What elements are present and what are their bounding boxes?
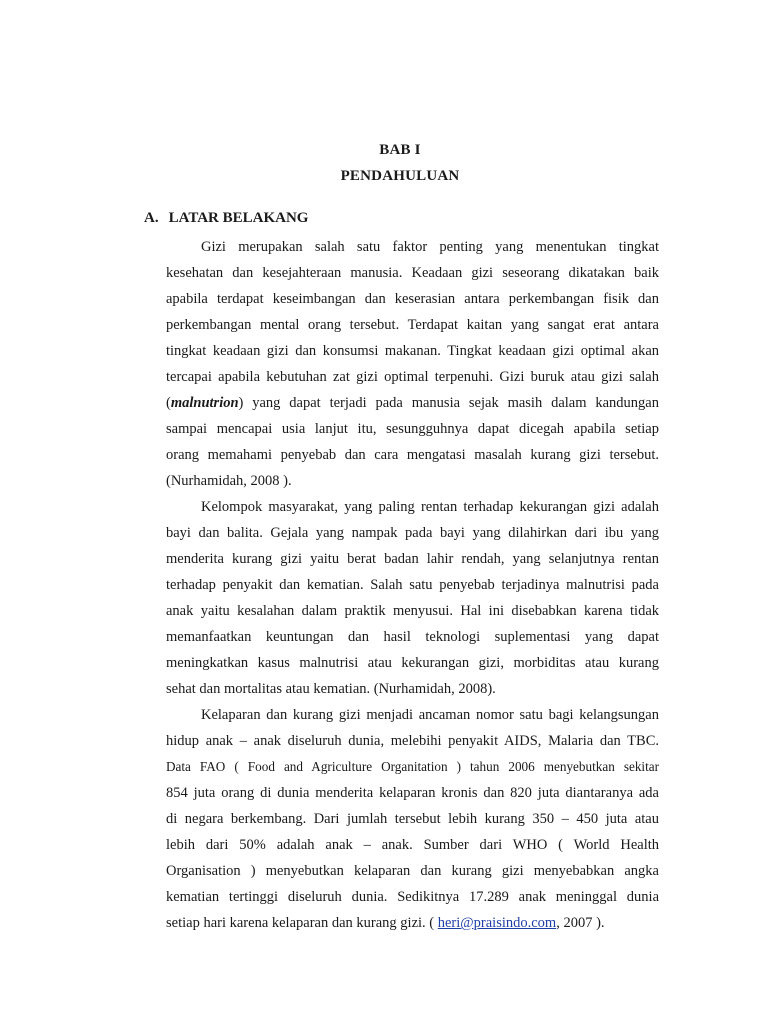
- malnutrion-term: malnutrion: [170, 395, 239, 411]
- paragraph-1-line: tingkat keadaan gizi dan konsumsi makanan. Tingkat keadaan gizi optimal akan: [166, 343, 659, 359]
- paragraph-2-line: meningkatkan kasus malnutrisi atau kekurangan gizi, morbiditas atau kurang: [166, 655, 659, 671]
- section-heading: [144, 210, 308, 227]
- email-link[interactable]: heri@praisindo.com: [437, 915, 557, 931]
- paragraph-1-line: orang memahami penyebab dan cara mengatasi masalah kurang gizi tersebut.: [166, 447, 659, 463]
- section-letter: A.: [144, 210, 159, 226]
- paragraph-1-line: tercapai apabila kebutuhan zat gizi optimal terpenuhi. Gizi buruk atau gizi salah: [166, 369, 659, 385]
- citation-end: , 2007 ).: [556, 915, 605, 931]
- paragraph-2-line: bayi dan balita. Gejala yang nampak pada bayi yang dilahirkan dari ibu yang: [166, 525, 659, 541]
- paragraph-1-line: apabila terdapat keseimbangan dan keserasian antara perkembangan fisik dan: [166, 291, 659, 307]
- paragraph-2-line: menderita kurang gizi yaitu berat badan lahir rendah, yang selanjutnya rentan: [166, 551, 659, 567]
- paragraph-1-line: [166, 390, 659, 416]
- paragraph-3-line: kematian tertinggi diseluruh dunia. Sedikitnya 17.289 anak meninggal dunia: [166, 889, 659, 905]
- open-paren: (: [166, 395, 171, 411]
- paragraph-3-line: hidup anak – anak diseluruh dunia, melebihi penyakit AIDS, Malaria dan TBC.: [166, 733, 659, 749]
- paragraph-2-line: memanfaatkan keuntungan dan hasil teknologi suplementasi yang dapat: [166, 629, 659, 645]
- paragraph-1-line: kesehatan dan kesejahteraan manusia. Keadaan gizi seseorang dikatakan baik: [166, 265, 659, 281]
- paragraph-2-line: sehat dan mortalitas atau kematian. (Nurhamidah, 2008).: [166, 681, 496, 697]
- paragraph-3-line: di negara berkembang. Dari jumlah tersebut lebih kurang 350 – 450 juta atau: [166, 811, 659, 827]
- paragraph-2-line: terhadap penyakit dan kematian. Salah satu penyebab terjadinya malnutrisi pada: [166, 577, 659, 593]
- chapter-title: PENDAHULUAN: [340, 168, 460, 184]
- line-remainder: ) yang dapat terjadi pada manusia sejak masih dalam kandungan: [238, 395, 659, 411]
- paragraph-2-line: anak yaitu kesalahan dalam praktik menyusui. Hal ini disebabkan karena tidak: [166, 603, 659, 619]
- paragraph-3-line: 854 juta orang di dunia menderita kelaparan kronis dan 820 juta diantaranya ada: [166, 785, 659, 801]
- paragraph-3-line: Kelaparan dan kurang gizi menjadi ancaman nomor satu bagi kelangsungan: [201, 707, 659, 723]
- citation-start: setiap hari karena kelaparan dan kurang gizi. (: [166, 915, 438, 931]
- paragraph-1-line: sampai mencapai usia lanjut itu, sesungguhnya dapat dicegah apabila setiap: [166, 421, 659, 437]
- paragraph-1-line: Gizi merupakan salah satu faktor penting yang menentukan tingkat: [201, 239, 659, 255]
- paragraph-3-line: [166, 910, 659, 936]
- paragraph-2-line: Kelompok masyarakat, yang paling rentan terhadap kekurangan gizi adalah: [201, 499, 659, 515]
- paragraph-3-line: lebih dari 50% adalah anak – anak. Sumber dari WHO ( World Health: [166, 837, 659, 853]
- paragraph-1-line: (Nurhamidah, 2008 ).: [166, 473, 292, 489]
- body-text: [166, 234, 659, 936]
- chapter-number: BAB I: [379, 142, 421, 158]
- section-title: LATAR BELAKANG: [168, 210, 309, 226]
- paragraph-3-line: Data FAO ( Food and Agriculture Organitation ) tahun 2006 menyebutkan sekitar: [166, 759, 659, 774]
- paragraph-1-line: perkembangan mental orang tersebut. Terdapat kaitan yang sangat erat antara: [166, 317, 659, 333]
- paragraph-3-line: Organisation ) menyebutkan kelaparan dan kurang gizi menyebabkan angka: [166, 863, 659, 879]
